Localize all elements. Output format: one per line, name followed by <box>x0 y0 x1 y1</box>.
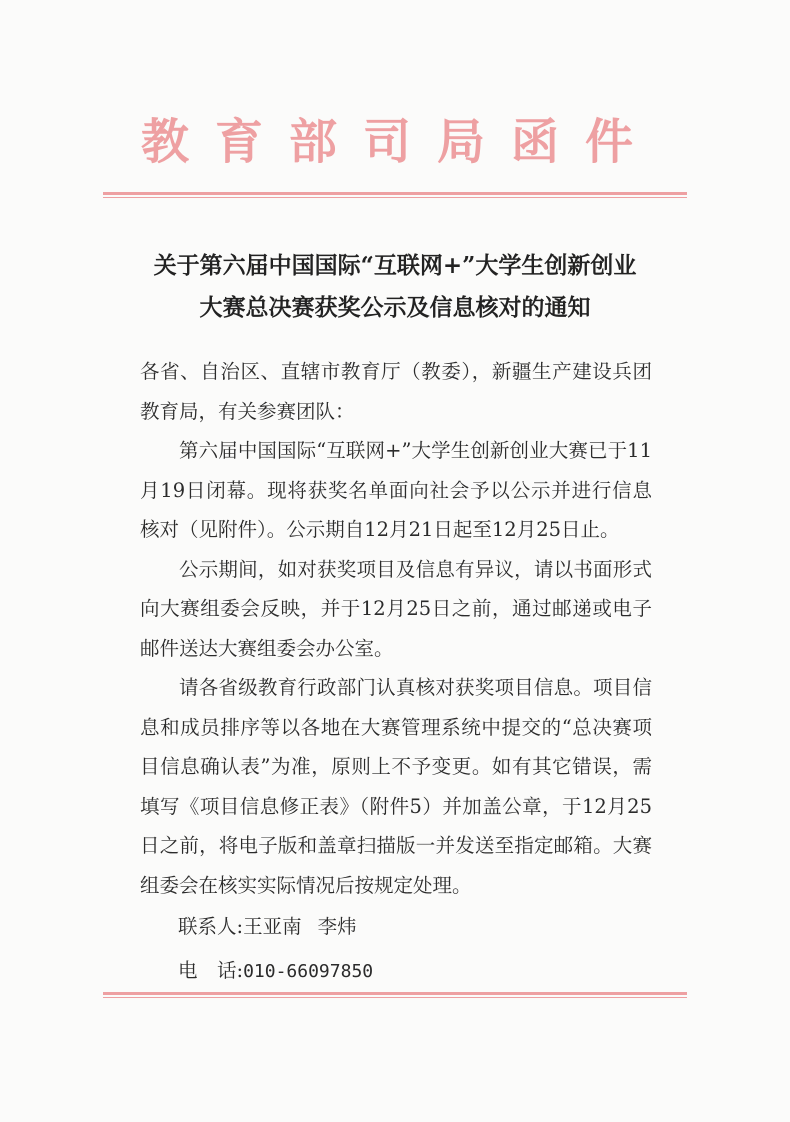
contact-phone <box>178 951 373 992</box>
contact-person-2: 李炜 <box>317 915 357 938</box>
contact-persons <box>178 907 357 947</box>
paragraph-closing-announcement: 第六届中国国际“互联网+”大学生创新创业大赛已于11月19日闭幕。现将获奖名单面向社会予以公示并进行信息核对（见附件）。公示期自12月21日起至12月25日止。 <box>140 439 652 541</box>
salutation: 各省、自治区、直辖市教育厅（教委），新疆生产建设兵团教育局，有关参赛团队： <box>140 360 652 423</box>
contact-label: 联系人: <box>178 915 244 938</box>
phone-label: 电 话: <box>178 959 244 982</box>
notice-body <box>140 352 652 905</box>
phone-number: 010-66097850 <box>243 961 374 982</box>
paragraph-objection: 公示期间，如对获奖项目及信息有异议，请以书面形式向大赛组委会反映，并于12月25日之前，通过邮递或电子邮件送达大赛组委会办公室。 <box>140 557 652 660</box>
masthead-divider <box>103 192 687 198</box>
notice-title-line-1: 关于第六届中国国际“互联网+”大学生创新创业 <box>153 252 637 279</box>
paragraph-verification: 请各省级教育行政部门认真核对获奖项目信息。项目信息和成员排序等以各地在大赛管理系统中提交的“总决赛项目信息确认表”为准，原则上不予变更。如有其它错误，需填写《项目信息修正表》（附件5）并加盖公章，于12月25日之前，将电子版和盖章扫描版一并发送至指定邮箱。大赛组委会在核实实际情况后按规定处理。 <box>140 676 652 897</box>
notice-title <box>0 245 790 329</box>
contact-person-1: 王亚南 <box>243 915 302 938</box>
masthead-title: 教育部司局函件 <box>140 114 659 170</box>
notice-title-line-2: 大赛总决赛获奖公示及信息核对的通知 <box>199 294 591 321</box>
footer-divider <box>103 992 687 998</box>
